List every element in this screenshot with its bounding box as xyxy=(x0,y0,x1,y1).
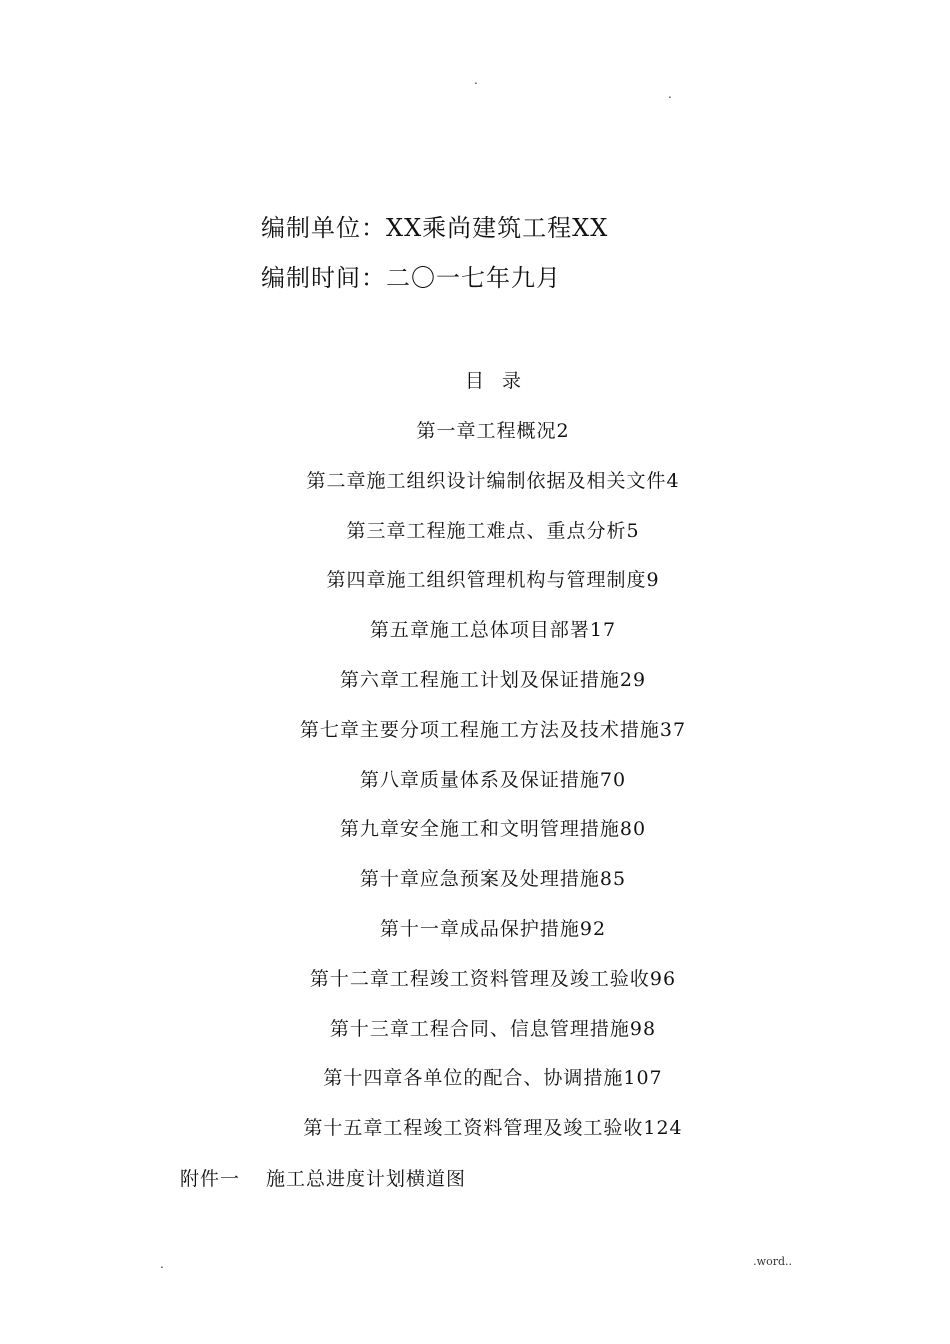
compile-unit-line xyxy=(261,213,608,243)
compile-time-value: 二〇一七年九月 xyxy=(386,264,561,292)
toc-item[interactable]: 第四章施工组织管理机构与管理制度9 xyxy=(326,569,660,592)
toc-item[interactable]: 第七章主要分项工程施工方法及技术措施37 xyxy=(299,718,687,741)
header-dot-1: . xyxy=(474,73,478,87)
toc-title: 目 录 xyxy=(464,370,522,392)
footer-word: .word.. xyxy=(753,1255,792,1268)
toc-item[interactable]: 第六章工程施工计划及保证措施29 xyxy=(339,668,647,691)
appendix-line xyxy=(180,1166,466,1192)
toc-list xyxy=(0,418,950,1165)
toc-item[interactable]: 第二章施工组织设计编制依据及相关文件4 xyxy=(306,469,680,492)
toc-item[interactable]: 第九章安全施工和文明管理措施80 xyxy=(339,818,647,841)
compile-time-line xyxy=(261,263,561,293)
header-dot-2: . xyxy=(668,87,672,101)
toc-item[interactable]: 第十章应急预案及处理措施85 xyxy=(359,868,627,891)
toc-item[interactable]: 第十四章各单位的配合、协调措施107 xyxy=(323,1067,663,1090)
compile-time-label: 编制时间： xyxy=(261,264,386,292)
toc-item[interactable]: 第十一章成品保护措施92 xyxy=(379,917,607,940)
toc-item[interactable]: 第十三章工程合同、信息管理措施98 xyxy=(329,1017,657,1040)
toc-item[interactable]: 第一章工程概况2 xyxy=(416,420,570,442)
toc-item[interactable]: 第八章质量体系及保证措施70 xyxy=(359,768,627,791)
compile-unit-value: XX乘尚建筑工程XX xyxy=(386,214,609,242)
footer-dot: . xyxy=(160,1257,164,1271)
toc-item[interactable]: 第三章工程施工难点、重点分析5 xyxy=(346,519,640,542)
appendix-label: 附件一 xyxy=(180,1168,241,1190)
toc-item[interactable]: 第十五章工程竣工资料管理及竣工验收124 xyxy=(303,1117,683,1140)
appendix-title[interactable]: 施工总进度计划横道图 xyxy=(266,1168,467,1190)
toc-item[interactable]: 第十二章工程竣工资料管理及竣工验收96 xyxy=(309,967,677,990)
toc-item[interactable]: 第五章施工总体项目部署17 xyxy=(369,619,617,642)
compile-unit-label: 编制单位： xyxy=(261,214,386,242)
